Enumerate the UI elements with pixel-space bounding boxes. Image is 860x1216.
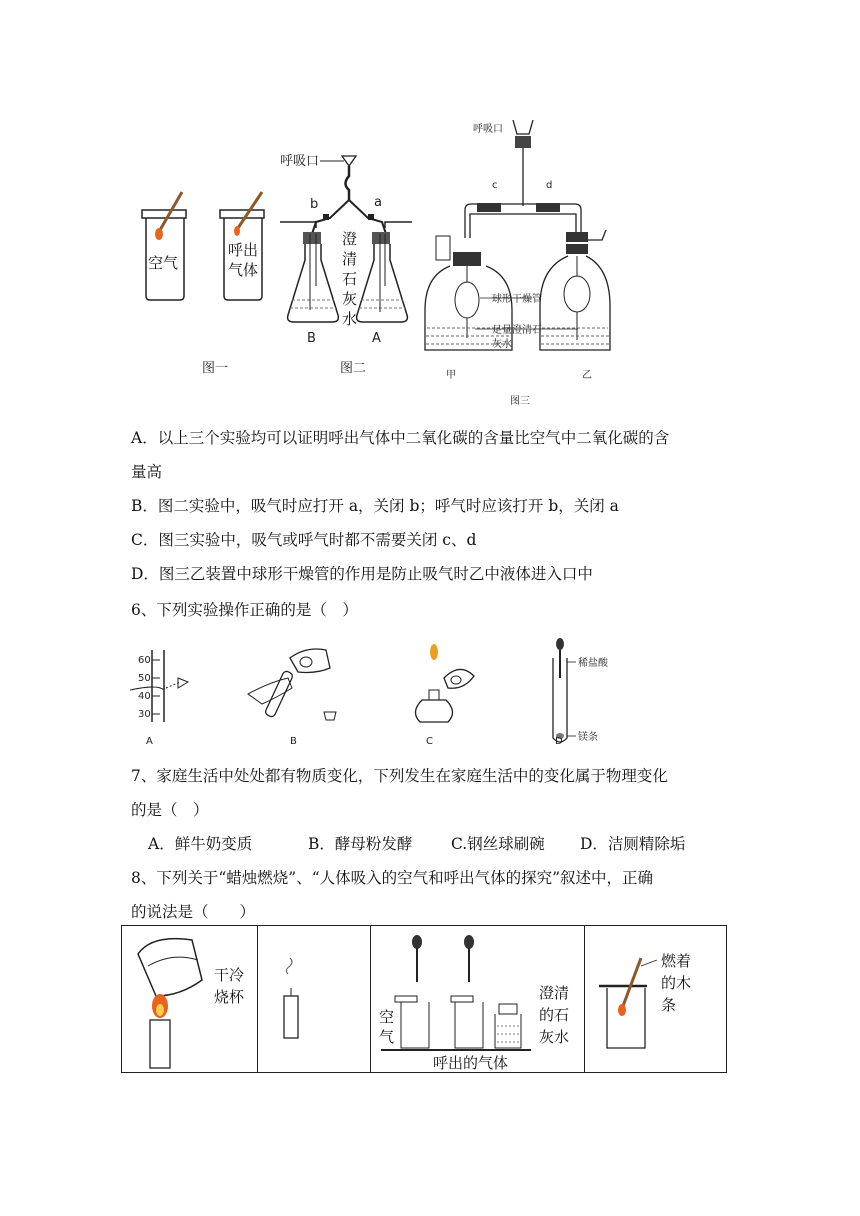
- q8-cell-3: [371, 926, 585, 1072]
- q5-option-a-cont: 量高: [131, 463, 163, 481]
- q8-cell-2-drawing: [258, 926, 370, 1072]
- q8-stem: 8、下列关于“蜡烛燃烧”、“人体吸入的空气和呼出气体的探究”叙述中，正确: [131, 869, 654, 887]
- q7-option-b: B．酵母粉发酵: [308, 835, 413, 853]
- q8-cell-2: [258, 926, 371, 1072]
- fig2-flask-b-label: B: [307, 331, 316, 346]
- fig3-clip-d: d: [546, 180, 553, 191]
- fig1-jar2-label-b: 气体: [228, 261, 259, 279]
- q6-label-mg: 镁条: [578, 732, 598, 743]
- q5-option-d: D．图三乙装置中球形干燥管的作用是防止吸气时乙中液体进入口中: [131, 565, 593, 583]
- q6-tick-40: 40: [138, 691, 151, 702]
- q8-cell4-label-3: 条: [661, 996, 677, 1014]
- q8-cell3-air-2: 气: [379, 1028, 395, 1046]
- fig3-right-label: 乙: [582, 370, 592, 381]
- fig3-mouth-label: 呼吸口: [473, 124, 503, 135]
- fig2-liquid-char-1: 澄: [342, 230, 358, 248]
- q6-tick-60: 60: [138, 655, 151, 666]
- fig2-mouth-label: 呼吸口: [280, 154, 320, 169]
- fig1-caption: 图一: [202, 361, 229, 376]
- fig3-apparatus: [425, 120, 610, 407]
- fig1-jar2-label: 呼出: [228, 241, 259, 259]
- q5-option-a: A．以上三个实验均可以证明呼出气体中二氧化碳的含量比空气中二氧化碳的含: [131, 429, 670, 447]
- fig3-water-label-2: 灰水: [492, 339, 512, 350]
- fig2-apparatus: [280, 154, 412, 346]
- q8-cell-1: [122, 926, 258, 1072]
- fig2-liquid-char-5: 水: [342, 310, 358, 328]
- q6-letters: [130, 728, 610, 752]
- q8-cell-4-drawing: [585, 926, 729, 1072]
- fig1-jar-breath: [220, 192, 264, 300]
- q8-cell3-lime-2: 的石: [539, 1006, 570, 1024]
- fig3-caption: 图三: [510, 396, 530, 407]
- fig3-clip-c: c: [492, 180, 498, 191]
- q6-letter-d: D: [555, 736, 563, 747]
- q6-letter-a: A: [146, 736, 153, 747]
- q8-cell4-label-1: 燃着: [661, 952, 692, 970]
- fig2-liquid-char-3: 石: [342, 270, 358, 288]
- fig2-liquid-char-4: 灰: [342, 290, 358, 308]
- q7-option-d: D．洁厕精除垢: [580, 835, 686, 853]
- fig2-valve-b: b: [310, 197, 319, 212]
- q8-figure-table: [121, 925, 727, 1073]
- q6-a-cylinder: [130, 650, 188, 722]
- q7-stem: 7、家庭生活中处处都有物质变化，下列发生在家庭生活中的变化属于物理变化: [131, 767, 668, 785]
- q8-cell3-lime-1: 澄清: [539, 984, 570, 1002]
- fig2-liquid-char-2: 清: [342, 250, 358, 268]
- q6-tick-30: 30: [138, 709, 151, 720]
- q8-stem-cont: 的说法是（ ）: [131, 903, 256, 921]
- q8-cell4-label-2: 的木: [661, 974, 692, 992]
- q5-option-b: B．图二实验中，吸气时应打开 a，关闭 b；呼气时应该打开 b，关闭 a: [131, 497, 619, 515]
- q8-cell-1-drawing: [122, 926, 257, 1072]
- fig3-left-label: 甲: [446, 370, 456, 381]
- q8-cell1-label-1: 干冷: [214, 966, 245, 984]
- q6-label-acid: 稀盐酸: [578, 658, 608, 669]
- q7-option-c: C.钢丝球刷碗: [451, 835, 545, 853]
- q8-cell3-lime-3: 灰水: [539, 1028, 570, 1046]
- fig3-tube-label: 球形干燥管: [492, 294, 542, 305]
- q6-letter-c: C: [426, 736, 433, 747]
- q6-tick-50: 50: [138, 673, 151, 684]
- figures-top: [120, 110, 640, 410]
- fig1-jar-air: [142, 192, 186, 300]
- q6-b-pouring: [248, 649, 336, 720]
- q7-stem-cont: 的是（ ）: [131, 801, 209, 819]
- q6-stem: 6、下列实验操作正确的是（ ）: [131, 601, 358, 619]
- q8-cell3-air-1: 空: [379, 1008, 395, 1026]
- q7-option-a: A．鲜牛奶变质: [148, 835, 253, 853]
- fig3-water-label: 足量澄清石: [492, 325, 542, 336]
- q8-cell3-breath: 呼出的气体: [433, 1054, 509, 1072]
- q5-option-c: C．图三实验中，吸气或呼气时都不需要关闭 c、d: [131, 531, 477, 549]
- q6-c-lamp: [415, 644, 474, 722]
- q6-letter-b: B: [290, 736, 297, 747]
- fig2-valve-a: a: [374, 195, 382, 210]
- q8-cell-4: [585, 926, 729, 1072]
- fig2-caption: 图二: [340, 361, 367, 376]
- fig2-flask-a-label: A: [372, 331, 381, 346]
- q8-cell1-label-2: 烧杯: [214, 988, 245, 1006]
- fig1-jar1-label: 空气: [148, 254, 179, 272]
- q8-cell-3-drawing: [371, 926, 584, 1072]
